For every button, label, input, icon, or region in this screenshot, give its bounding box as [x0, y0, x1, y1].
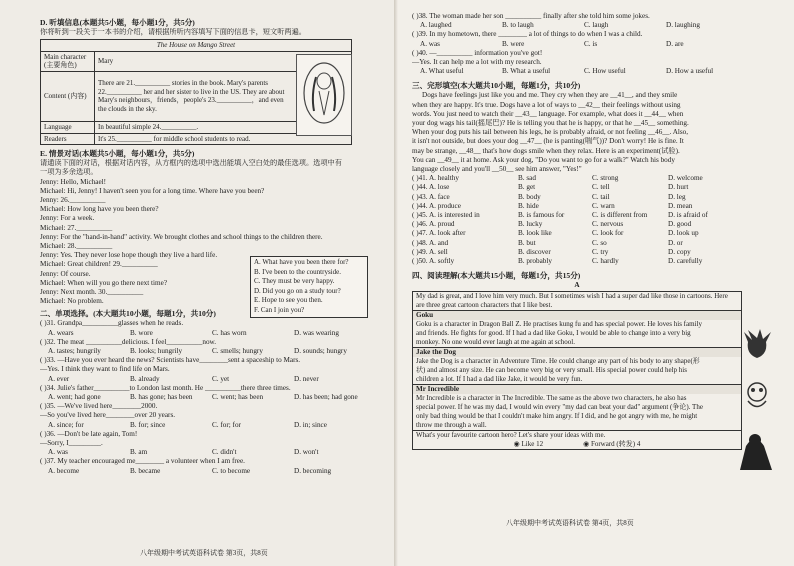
cloze-option: D. or — [668, 238, 683, 247]
question-stem: ( )31. Grandpa__________glasses when he reads. — [40, 319, 184, 328]
answer-option: D. becoming — [294, 466, 332, 475]
cloze-option: D. look up — [668, 229, 699, 238]
option: F. Can I join you? — [254, 305, 305, 314]
answer-option: A. laughed — [420, 21, 452, 30]
cloze-item — [412, 193, 782, 202]
cloze-option: D. welcome — [668, 174, 703, 183]
answer-option: C. is — [584, 39, 598, 48]
dialogue-line: Michael: Hi, Jenny! I haven't seen you for a long time. Where have you been? — [40, 186, 265, 195]
mr-incredible-icon — [732, 430, 778, 474]
cloze-line: it isn't not outside, but does your dog __47__ (he is panting(喘气))? Don't worry! He is fine. It — [412, 137, 684, 146]
cloze-option: C. nervous — [592, 220, 624, 229]
cloze-option: B. get — [518, 183, 536, 192]
dialogue-line: Jenny: Of course. — [40, 269, 91, 278]
like-label: Like 12 — [521, 440, 544, 449]
cloze-option: B. is famous for — [518, 211, 565, 220]
cloze-item — [412, 257, 782, 266]
cloze-option: B. sad — [518, 174, 536, 183]
cloze-option: C. hardly — [592, 257, 619, 266]
cloze-line: your dog wags his tail(摇尾巴)? He is telling you that he is happy, or that he __45__ something. — [412, 119, 689, 128]
cloze-option: C. tail — [592, 192, 610, 201]
answer-option: C. went; has been — [212, 393, 264, 402]
option: D. Did you go on a study tour? — [254, 286, 341, 295]
section-d-instructions: 你将听到一段关于一本书的介绍，请根据所听内容填写下面的信息卡，短文听两遍。 — [40, 28, 306, 36]
cloze-option: C. is different from — [592, 211, 648, 220]
answer-option: D. laughing — [666, 21, 700, 30]
character-name: Goku — [413, 310, 741, 320]
cloze-option: D. leg — [668, 192, 686, 201]
mcq-list — [40, 319, 388, 475]
mcq-list-continued — [412, 12, 782, 76]
answer-options — [40, 347, 388, 356]
cloze-option: ( )43. A. face — [412, 192, 450, 201]
cloze-option: ( )50. A. softly — [412, 257, 455, 266]
option: C. They must be very happy. — [254, 277, 335, 286]
cloze-line: When your dog puts his tail between his legs, he is probably afraid, or not feeling __46__. Also, — [412, 128, 689, 137]
answer-option: A. What useful — [420, 67, 464, 76]
answer-options — [40, 421, 388, 430]
page-footer: 八年级期中考试英语科试卷 第3页，共8页 — [140, 549, 268, 557]
dialogue-line: Michael: No problem. — [40, 297, 104, 306]
reading-intro: My dad is great, and I love him very much. But I sometimes wish I had a super dad like those in cartoons. Here are three great cartoon characters that I like best. — [416, 292, 728, 310]
character-name: Mr Incredible — [413, 384, 741, 394]
answer-options — [40, 375, 388, 384]
question-stem: ( )39. In my hometown, there ________ a lot of things to do when I was a child. — [412, 30, 643, 39]
dialogue-line: Jenny: Next month. 30.__________ — [40, 288, 144, 297]
cloze-item — [412, 174, 782, 183]
section-4-title: 四、阅读理解(本大题共15小题，每题1分，共15分) — [412, 271, 581, 281]
dialogue-options-box — [250, 256, 368, 318]
cloze-option: C. look for — [592, 229, 624, 238]
answer-options — [412, 67, 782, 76]
answer-option: C. How useful — [584, 67, 626, 76]
answer-option: D. never — [294, 374, 319, 383]
character-name: Jake the Dog — [413, 347, 741, 357]
answer-option: D. How a useful — [666, 67, 714, 76]
cloze-option: D. is afraid of — [668, 211, 708, 220]
answer-options — [412, 40, 782, 49]
dialogue-line: Michael: How long have you been there? — [40, 205, 159, 214]
cloze-option: C. try — [592, 247, 609, 256]
cloze-option: ( )49. A. sell — [412, 247, 448, 256]
dialogue-line: Jenny: For a week. — [40, 214, 95, 223]
cloze-options — [412, 174, 782, 266]
dialogue-line: Jenny: 26.__________ — [40, 195, 106, 204]
cloze-option: D. carefully — [668, 257, 703, 266]
question-stem-2: —Yes. I think they want to find life on Mars. — [40, 365, 170, 374]
forward-label: Forward (转发) 4 — [590, 440, 641, 449]
answer-option: C. to become — [212, 466, 251, 475]
cloze-line: words. You just need to watch their __43__ language. For example, what does it __44__ when — [412, 109, 684, 118]
answer-option: B. were — [502, 39, 525, 48]
answer-option: D. sounds; hungry — [294, 347, 347, 356]
question-stem: ( )38. The woman made her son __________ finally after she told him some jokes. — [412, 12, 650, 20]
cloze-option: ( )45. A. is interested in — [412, 211, 480, 220]
cloze-option: C. so — [592, 238, 607, 247]
option: A. What have you been there for? — [254, 258, 349, 266]
cloze-option: B. discover — [518, 247, 551, 256]
answer-option: B. became — [130, 466, 161, 475]
section-e-title: E. 情景对话(本题共5小题，每小题1分，共5分) — [40, 149, 195, 159]
cloze-option: ( )41. A. healthy — [412, 174, 459, 183]
question-stem: ( )36. —Don't be late again, Tom! — [40, 429, 138, 438]
answer-option: A. ever — [48, 374, 70, 383]
answer-option: A. was — [48, 448, 68, 457]
answer-option: A. since; for — [48, 420, 84, 429]
dialogue-line: Jenny: For the "hand-in-hand" activity. We brought clothes and school things to the children there. — [40, 232, 323, 241]
cloze-line: language closely and you'll __50__ see him answer, "Yes!" — [412, 165, 582, 174]
cloze-item — [412, 229, 782, 238]
cloze-line: You can __49__ it at home. Ask your dog, "Do you want to go for a walk?" Watch his body — [412, 155, 675, 164]
question-stem: ( )35. —We've lived here________2000. — [40, 402, 158, 411]
cloze-item — [412, 183, 782, 192]
cloze-option: B. look like — [518, 229, 552, 238]
answer-options — [40, 329, 388, 338]
answer-option: C. laugh — [584, 21, 609, 30]
jake-dog-icon — [738, 378, 776, 414]
row-value: There are 21.__________ stories in the book. Mary's parents 22.__________ her and her sister to live in the US. They are about Mary's neighbours，friends，people's 23.__________，and even the clouds in the sky. — [95, 71, 352, 121]
share-question: What's your favourite cartoon hero? Let's share your ideas with me. — [413, 430, 741, 440]
answer-option: B. What a useful — [502, 67, 551, 76]
cloze-item — [412, 211, 782, 220]
answer-option: A. wears — [48, 328, 74, 337]
cloze-item — [412, 248, 782, 257]
cloze-item — [412, 220, 782, 229]
goku-illustration — [738, 328, 776, 364]
answer-option: D. won't — [294, 448, 319, 457]
cloze-line: when they are happy. It's true. Dogs have a lot of ways to __42__ their feelings without using — [412, 100, 681, 109]
cloze-option: C. warn — [592, 201, 615, 210]
question-stem: ( )33. —Have you ever heard the news? Scientists have________sent a spaceship to Mars. — [40, 356, 301, 365]
cloze-option: ( )44. A. lose — [412, 183, 450, 192]
answer-option: B. looks; hungrily — [130, 347, 183, 356]
dialogue-line: Jenny: Yes. They never lose hope though they live a hard life. — [40, 251, 218, 260]
reading-box — [412, 291, 742, 450]
dialogue-line: Michael: 27.__________ — [40, 223, 113, 232]
forward-icon: ◉ — [583, 440, 591, 449]
cloze-option: ( )46. A. proud — [412, 220, 455, 229]
cloze-passage — [412, 91, 782, 174]
section-e-instructions-2: 一项为多余选项。 — [40, 168, 98, 177]
section-e-instructions: 请通读下面的对话，根据对话内容，从方框内的选项中选出能填入空白处的最佳选项。选项中有 — [40, 159, 342, 168]
like-icon: ◉ — [513, 440, 522, 449]
cloze-option: C. strong — [592, 174, 619, 183]
answer-option: D. was wearing — [294, 328, 339, 337]
answer-option: D. in; since — [294, 420, 327, 429]
answer-option: D. are — [666, 39, 684, 48]
dialogue-line: Michael: Great children! 29.__________ — [40, 260, 158, 269]
page-4 — [398, 0, 794, 566]
cloze-option: D. hurt — [668, 183, 689, 192]
answer-option: C. has worn — [212, 328, 247, 337]
row-label: Content (内容) — [41, 71, 95, 121]
answer-option: A. tastes; hungrily — [48, 347, 101, 356]
question-stem-2: —So you've lived here________over 20 years. — [40, 411, 176, 420]
character-text: Jake the Dog is a character in Adventure Time. He could change any part of his body to any shape(形状) and almost any size. He can become very big or very small. His special power could help his children a lot. If I had a dad like Jake, it would be very fun. — [416, 357, 700, 384]
question-stem: ( )37. My teacher encouraged me________ a volunteer when I am free. — [40, 457, 245, 466]
dialogue-line: Michael: When will you go there next time? — [40, 278, 168, 287]
cloze-option: D. mean — [668, 201, 693, 210]
cloze-option: D. copy — [668, 247, 691, 256]
dialogue-line: Michael: 28.__________ — [40, 242, 113, 250]
character-text: Mr Incredible is a character in The Incredible. The same as the above two characters, he also has special power. If he was my dad, I would win every "my dad can beat your dad" argument (争论). The only bad thing would be that I couldn't make him angry. If I did, and he got angry with me, he might throw me through a wall. — [416, 394, 703, 430]
cloze-option: D. good — [668, 220, 692, 229]
question-stem: ( )40. —__________ information you've got! — [412, 48, 543, 57]
question-stem-2: —Sorry, I_________. — [40, 439, 103, 448]
answer-option: B. am — [130, 448, 148, 457]
cloze-line: may be strange, __48__ that's how dogs smile when they relax. Here is an experiment(试验). — [412, 146, 680, 155]
cloze-option: C. tell — [592, 183, 610, 192]
dialogue-line: Jenny: Hello, Michael! — [40, 177, 107, 186]
cloze-line: Dogs have feelings just like you and me. They cry when they are __41__, and they smile — [422, 91, 678, 100]
answer-option: A. went; had gone — [48, 393, 101, 402]
answer-option: A. become — [48, 466, 80, 475]
answer-options — [412, 21, 782, 30]
like-button[interactable] — [514, 440, 543, 449]
answer-option: B. wore — [130, 328, 153, 337]
question-stem-2: —Yes. It can help me a lot with my research. — [412, 58, 542, 67]
answer-option: A. was — [420, 39, 440, 48]
answer-option: B. for; since — [130, 420, 166, 429]
cloze-option: B. hide — [518, 201, 539, 210]
answer-option: B. has gone; has been — [130, 393, 193, 402]
row-value: In beautiful simple 24.__________. — [95, 121, 352, 133]
cloze-item — [412, 239, 782, 248]
question-stem: ( )34. Julie's father__________to London last month. He __________there three times. — [40, 383, 291, 392]
mr-incredible-illustration — [732, 430, 778, 474]
cloze-option: B. lucky — [518, 220, 543, 229]
jake-illustration — [738, 378, 776, 414]
forward-button[interactable] — [583, 440, 640, 449]
answer-options — [40, 448, 388, 457]
answer-option: C. didn't — [212, 448, 237, 457]
cloze-option: B. but — [518, 238, 536, 247]
answer-option: C. yet — [212, 374, 230, 383]
cloze-option: B. body — [518, 192, 541, 201]
answer-options — [40, 393, 388, 402]
girl-illustration — [296, 54, 352, 136]
section-2-title: 二、单项选择。(本大题共10小题，每题1分，共10分) — [40, 309, 216, 319]
cloze-option: B. probably — [518, 257, 552, 266]
row-value: It's 25.__________ for middle school students to read. — [95, 133, 352, 145]
answer-option: B. already — [130, 374, 160, 383]
cloze-item — [412, 202, 782, 211]
cloze-option: ( )44. A. produce — [412, 201, 461, 210]
row-label: Language — [41, 121, 95, 133]
book-title: The House on Mango Street — [41, 40, 352, 52]
answer-option: B. to laugh — [502, 21, 534, 30]
answer-option: D. has been; had gone — [294, 393, 358, 402]
option: E. Hope to see you then. — [254, 296, 323, 305]
passage-letter: A — [574, 281, 580, 290]
cloze-option: ( )47. A. look after — [412, 229, 466, 238]
answer-option: C. for; for — [212, 420, 241, 429]
answer-option: C. smells; hungry — [212, 347, 263, 356]
character-text: Goku is a character in Dragon Ball Z. He practises kung fu and has special power. He loves his family and friends. He fights for good. If I had a dad like Goku, I would be able to change into a very big monkey. No one would ever laugh at me again at school. — [416, 320, 702, 347]
answer-options — [40, 467, 388, 476]
section-d-title: D. 听填信息(本题共5小题，每小题1分，共5分) — [40, 18, 195, 27]
page-footer: 八年级期中考试英语科试卷 第4页，共8页 — [506, 519, 634, 527]
question-stem: ( )32. The meat __________delicious. I feel__________now. — [40, 337, 217, 346]
section-3-title: 三、完形填空(本大题共10小题，每题1分，共10分) — [412, 81, 581, 91]
girl-sketch-icon — [297, 55, 351, 135]
row-value: Mary — [95, 51, 352, 71]
goku-icon — [738, 328, 776, 364]
row-label: Main character (主要角色) — [41, 51, 95, 71]
cloze-option: ( )48. A. and — [412, 238, 449, 247]
row-label: Readers — [41, 133, 95, 145]
option: B. I've been to the countryside. — [254, 267, 341, 276]
